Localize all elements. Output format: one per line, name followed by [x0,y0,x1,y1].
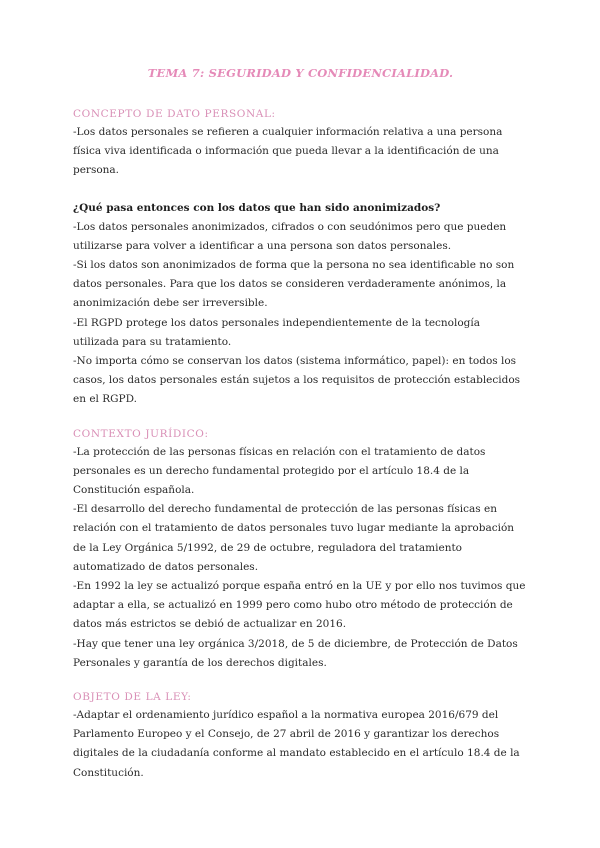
document-title: TEMA 7: SEGURIDAD Y CONFIDENCIALIDAD. [147,66,454,80]
paragraph: -Hay que tener una ley orgánica 3/2018, de 5 de diciembre, de Protección de Datos Personales y garantía de los derechos digitales. [73,637,518,669]
section-heading: CONTEXTO JURÍDICO: [73,427,209,440]
paragraph: -El RGPD protege los datos personales independientemente de la tecnología utilizada para su tratamiento. [73,316,481,348]
subheading-question: ¿Qué pasa entonces con los datos que han sido anonimizados? [73,201,441,214]
paragraph: -Los datos personales anonimizados, cifrados o con seudónimos pero que pueden utilizarse para volver a identificar a una persona son datos personales. [73,220,507,252]
paragraph: -Los datos personales se refieren a cualquier información relativa a una persona física viva identificada o información que pueda llevar a la identificación de una persona. [73,126,503,177]
section-concepto [73,108,528,410]
paragraph: -Adaptar el ordenamiento jurídico español a la normativa europea 2016/679 del Parlamento Europeo y el Consejo, de 27 abril de 2016 y garantizar los derechos digitales de la ciudadanía conforme al mandato establecido en el artículo 18.4 de la Constitución. [73,709,520,779]
paragraph: -En 1992 la ley se actualizó porque españa entró en la UE y por ello nos tuvimos que adaptar a ella, se actualizó en 1999 pero como hubo otro método de protección de datos más estrictos se debió de actualizar en 2016. [73,580,526,631]
paragraph: -No importa cómo se conservan los datos (sistema informático, papel): en todos los casos, los datos personales están sujetos a los requisitos de protección establecidos en el RGPD. [73,355,521,406]
section-contexto [73,428,528,673]
paragraph: -La protección de las personas físicas en relación con el tratamiento de datos personales es un derecho fundamental protegido por el artículo 18.4 de la Constitución española. [73,445,486,497]
section-heading: OBJETO DE LA LEY: [73,691,192,704]
paragraph: -El desarrollo del derecho fundamental de protección de las personas físicas en relación con el tratamiento de datos personales tuvo lugar mediante la aprobación de la Ley Orgánica 5/1992, de 29 de octubre, reguladora del tratamiento automatizado de datos personales. [73,503,515,573]
section-heading: CONCEPTO DE DATO PERSONAL: [73,108,276,120]
section-objeto [73,691,528,783]
paragraph: -Si los datos son anonimizados de forma que la persona no sea identificable no son datos personales. Para que los datos se consideren verdaderamente anónimos, la anonimización debe ser irreversible. [73,259,515,310]
